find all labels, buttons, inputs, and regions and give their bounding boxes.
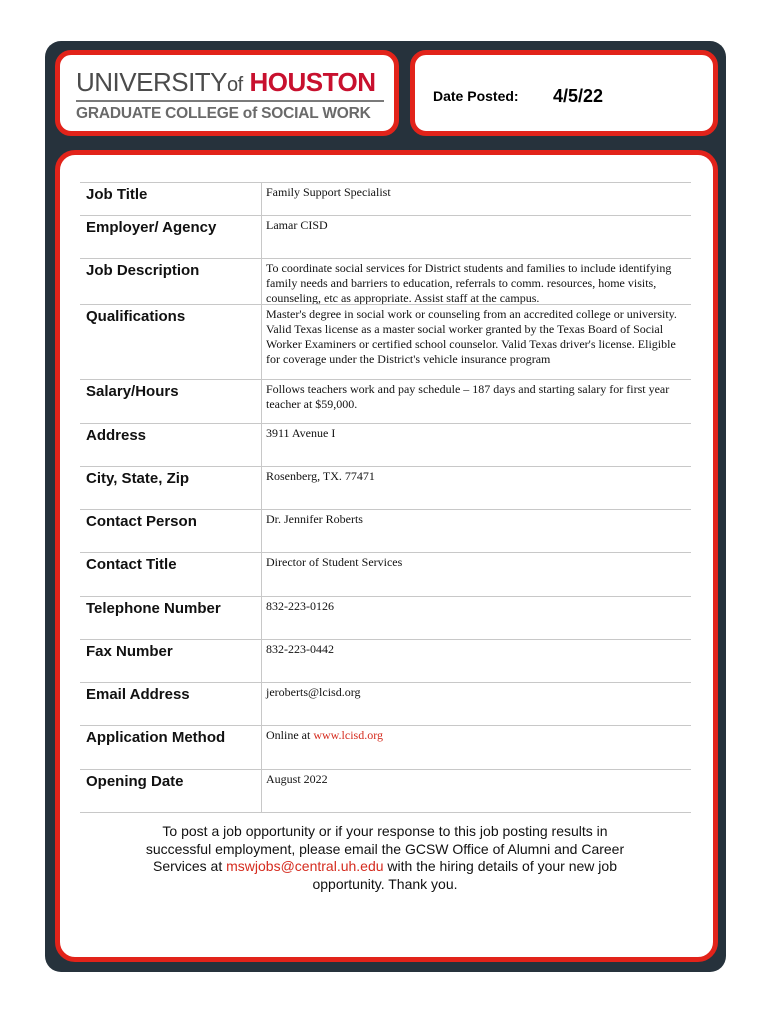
address-value: 3911 Avenue I [266,426,336,440]
logo-college-name: GRADUATE COLLEGE of SOCIAL WORK [76,105,371,122]
cell-divider [261,259,262,304]
fax-label: Fax Number [86,643,173,660]
cell-divider [261,597,262,639]
cell-divider [261,683,262,725]
email-address-value: jeroberts@lcisd.org [266,685,361,699]
cell-divider [261,424,262,466]
employer-value: Lamar CISD [266,218,328,232]
cell-divider [261,726,262,769]
contact-title-value: Director of Student Services [266,555,403,569]
application-prefix: Online at [266,728,314,742]
date-posted-label: Date Posted: [433,88,519,104]
contact-person-value: Dr. Jennifer Roberts [266,512,363,526]
row-contact-title [80,552,691,596]
footer-text-after: with the hiring details of your new job opportunity. Thank you. [312,858,617,892]
row-qualifications [80,304,691,379]
cell-divider [261,640,262,682]
date-posted-value: 4/5/22 [553,86,604,106]
row-salary-hours [80,379,691,423]
row-employer [80,215,691,258]
contact-title-label: Contact Title [86,556,177,573]
university-logo [55,50,399,136]
salary-hours-label: Salary/Hours [86,383,179,400]
application-link[interactable]: www.lcisd.org [313,728,383,742]
logo-university-name [76,67,375,98]
qualifications-label: Qualifications [86,308,186,325]
cell-divider [261,216,262,258]
row-job-title [80,182,691,215]
cell-divider [261,183,262,215]
footer-note [130,823,640,893]
logo-university-text: UNIVERSITY [76,67,228,97]
qualifications-value: Master's degree in social work or counseling from an accredited college or university. Valid Texas license as a master social worker granted by the Texas Board of Social Worker Examiners or certified school counselor. Valid Texas driver's license. Eligible for coverage under the District's vehicle insurance program [266,307,677,366]
employer-label: Employer/ Agency [86,219,217,236]
email-address-label: Email Address [86,686,190,703]
cell-divider [261,305,262,379]
logo-houston-text: HOUSTON [249,67,376,97]
opening-date-label: Opening Date [86,773,184,790]
date-posted-box [410,50,718,136]
address-label: Address [86,427,147,444]
application-method-value [266,728,684,743]
row-opening-date [80,769,691,813]
city-state-zip-value: Rosenberg, TX. 77471 [266,469,375,483]
fax-value: 832-223-0442 [266,642,334,656]
row-job-description [80,258,691,304]
cell-divider [261,553,262,596]
row-city-state-zip [80,466,691,509]
opening-date-value: August 2022 [266,772,328,786]
cell-divider [261,770,262,812]
cell-divider [261,510,262,552]
row-contact-person [80,509,691,552]
cell-divider [261,467,262,509]
row-telephone [80,596,691,639]
row-address [80,423,691,466]
logo-of-text: of [227,74,243,96]
job-title-label: Job Title [86,186,148,203]
salary-hours-value: Follows teachers work and pay schedule – 187 days and starting salary for first year teacher at $59,000. [266,382,670,411]
logo-divider [76,100,384,102]
contact-person-label: Contact Person [86,513,197,530]
job-description-label: Job Description [86,262,200,279]
city-state-zip-label: City, State, Zip [86,470,190,487]
footer-text-before: To post a job opportunity or if your response to this job posting results in successful employment, please email the GCSW Office of Alumni and Career Services at [145,823,625,874]
application-method-label: Application Method [86,729,226,746]
row-email [80,682,691,725]
cell-divider [261,380,262,423]
job-title-value: Family Support Specialist [266,185,391,199]
telephone-value: 832-223-0126 [266,599,334,613]
telephone-label: Telephone Number [86,600,221,617]
job-description-value: To coordinate social services for District students and families to include identifying family needs and barriers to education, referrals to comm. resources, home visits, counseling, etc as appropriate. Assist staff at the campus. [266,261,672,305]
row-application-method [80,725,691,769]
row-fax [80,639,691,682]
footer-email-link[interactable]: mswjobs@central.uh.edu [226,858,384,874]
